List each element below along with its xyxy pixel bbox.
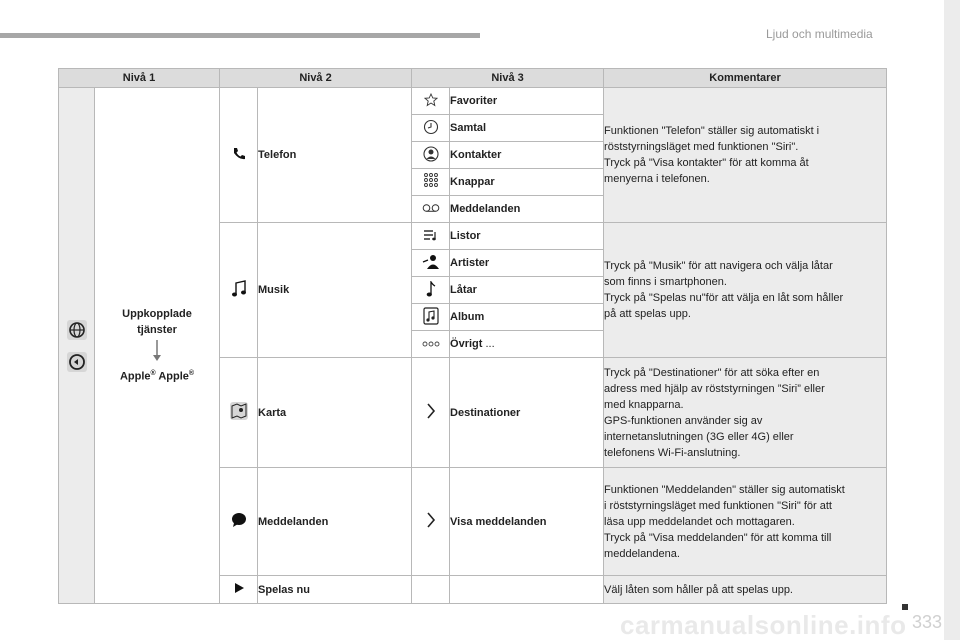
phone-icon-cell bbox=[220, 88, 258, 223]
footer-watermark: carmanualsonline.info bbox=[620, 610, 907, 640]
level1-line1: Uppkopplade bbox=[122, 308, 192, 321]
telefon-item: Favoriter bbox=[450, 88, 604, 115]
page-number: 333 bbox=[912, 612, 943, 632]
playlist-icon bbox=[423, 229, 439, 241]
musik-label: Musik bbox=[258, 223, 412, 358]
karta-comment: Tryck på "Destinationer" för att söka efter en adress med hjälp av röststyrningen ”Siri” eller med knapparna. GPS-funktionen använder sig av internetanslutningen (3G eller 4G) eller telefonens Wi-Fi-anslutning. bbox=[604, 358, 887, 468]
chevron-right-icon bbox=[426, 402, 436, 420]
musik-item: Listor bbox=[450, 223, 604, 250]
header-level2: Nivå 2 bbox=[220, 69, 412, 88]
telefon-item: Knappar bbox=[450, 169, 604, 196]
globe-icon bbox=[66, 319, 88, 341]
map-icon bbox=[229, 401, 249, 421]
header-level3: Nivå 3 bbox=[412, 69, 604, 88]
arrow-down-icon bbox=[152, 340, 162, 362]
spelas-comment: Välj låten som håller på att spelas upp. bbox=[604, 576, 887, 604]
section-title: Ljud och multimedia bbox=[766, 27, 873, 41]
telefon-item: Samtal bbox=[450, 115, 604, 142]
meddelanden-level3: Visa meddelanden bbox=[450, 468, 604, 576]
side-strip bbox=[944, 0, 960, 640]
karta-label: Karta bbox=[258, 358, 412, 468]
musik-item: Artister bbox=[450, 250, 604, 277]
telefon-label: Telefon bbox=[258, 88, 412, 223]
voicemail-icon bbox=[422, 203, 440, 213]
header-comments: Kommentarer bbox=[604, 69, 887, 88]
spelas-label: Spelas nu bbox=[258, 576, 412, 604]
more-ellipsis: ... bbox=[485, 338, 495, 350]
clock-icon bbox=[423, 119, 439, 135]
karta-level3: Destinationer bbox=[450, 358, 604, 468]
artist-icon bbox=[422, 254, 440, 270]
chevron-right-icon bbox=[426, 511, 436, 529]
telefon-item: Meddelanden bbox=[450, 196, 604, 223]
musik-comment: Tryck på "Musik" för att navigera och välja låtar som finns i smartphonen. Tryck på "Spelas nu"för att välja en låt som håller på att spelas upp. bbox=[604, 223, 887, 358]
table-header-row bbox=[59, 69, 887, 88]
header-level1: Nivå 1 bbox=[59, 69, 220, 88]
carplay-icon bbox=[66, 351, 88, 373]
level1-icon-cell bbox=[59, 88, 95, 604]
level1-apple: Apple® Apple® bbox=[119, 370, 195, 383]
telefon-item: Kontakter bbox=[450, 142, 604, 169]
meddelanden-comment: Funktionen "Meddelanden" ställer sig automatiskt i röststyrningsläget med funktionen "Siri" för att läsa upp meddelandet och mottagaren. Tryck på "Visa meddelanden" för att komma till meddelandena. bbox=[604, 468, 887, 576]
more-icon bbox=[422, 341, 440, 347]
level1-label-cell bbox=[95, 88, 220, 604]
musik-item: Övrigt ... bbox=[450, 331, 604, 358]
phone-icon bbox=[232, 147, 246, 161]
album-icon bbox=[422, 306, 440, 326]
contact-icon bbox=[423, 146, 439, 162]
song-icon bbox=[426, 281, 436, 297]
music-note-icon bbox=[231, 280, 247, 298]
telefon-comment: Funktionen "Telefon" ställer sig automatiskt i röststyrningsläget med funktionen "Siri". Tryck på "Visa kontakter" för att komma åt menyerna i telefonen. bbox=[604, 88, 887, 223]
message-bubble-icon bbox=[231, 512, 247, 528]
keypad-icon bbox=[423, 172, 439, 190]
musik-item: Album bbox=[450, 304, 604, 331]
menu-table bbox=[58, 68, 887, 604]
star-icon bbox=[424, 93, 438, 107]
meddelanden-label: Meddelanden bbox=[258, 468, 412, 576]
play-icon bbox=[233, 582, 245, 594]
level1-line2: tjänster bbox=[137, 324, 177, 337]
musik-item: Låtar bbox=[450, 277, 604, 304]
top-rule bbox=[0, 33, 480, 38]
